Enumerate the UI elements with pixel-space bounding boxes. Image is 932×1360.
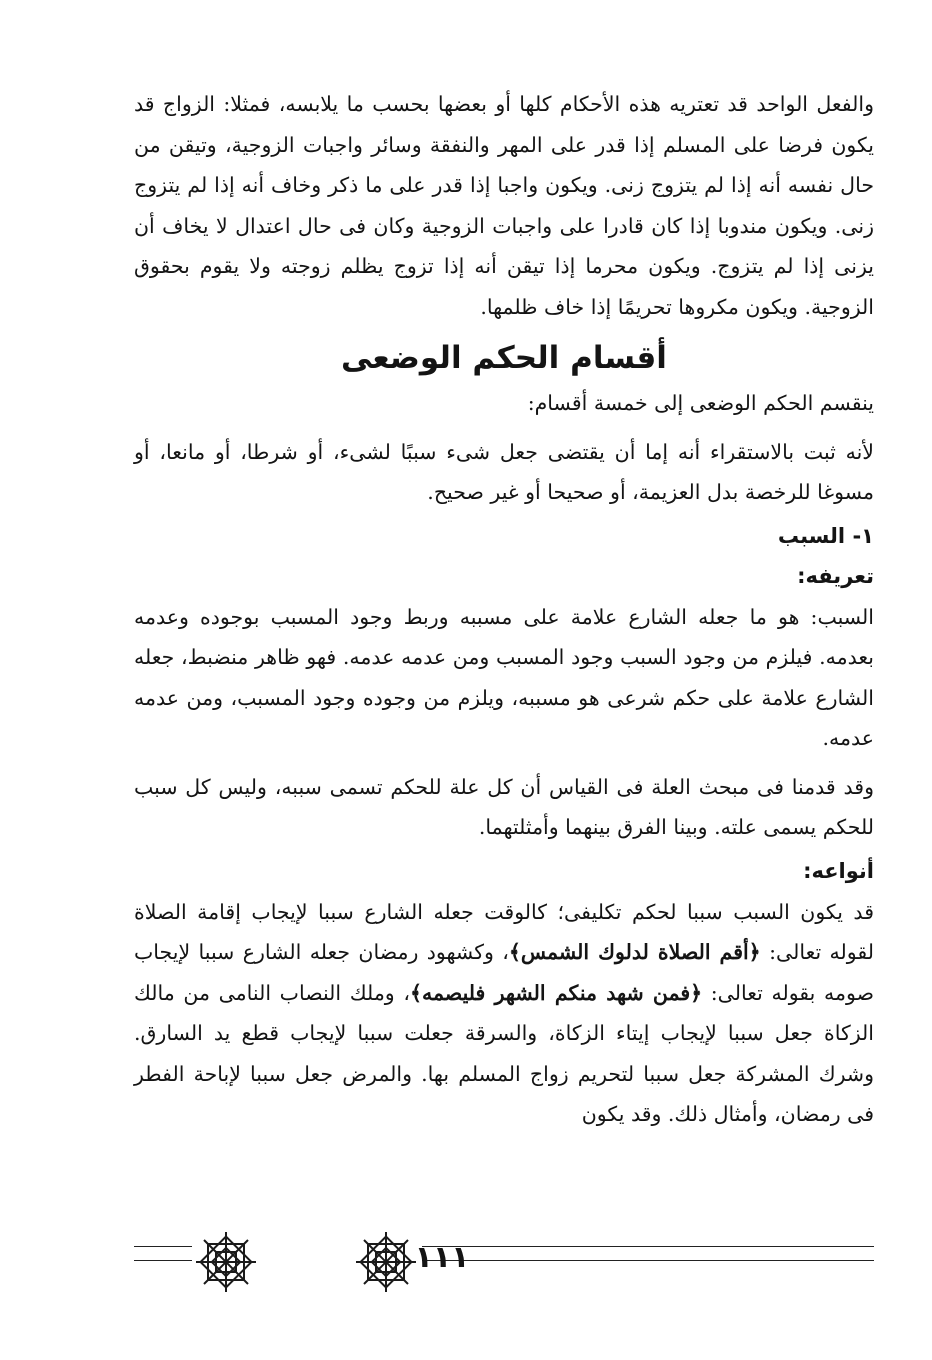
verse-1: ﴿أقم الصلاة لدلوك الشمس﴾ [508, 940, 761, 964]
octagram-knot-icon [354, 1230, 418, 1294]
definition-paragraph: السبب: هو ما جعله الشارع علامة على مسببه وربط وجود المسبب بوجوده وعدمه بعدمه. فيلزم من وجود السبب وجود المسبب ومن عدمه عدمه. فهو ظاهر منضبط، جعله الشارع علامة على حكم شرعى هو مسببه، ويلزم من وجوده وجود المسبب، ومن عدمه عدمه. [134, 604, 874, 750]
division-intro: ينقسم الحكم الوضعى إلى خمسة أقسام: [527, 391, 874, 415]
types-paragraph [134, 892, 874, 1135]
verse-2: ﴿فمن شهد منكم الشهر فليصمه﴾ [409, 980, 703, 1005]
page-footer [134, 1226, 874, 1296]
page-body [134, 84, 874, 1135]
heading-types: أنواعه: [803, 858, 874, 883]
types-text-1: قد يكون السبب سببا لحكم تكليفى؛ كالوقت جعله الشارع سببا لإيجاب إقامة الصلاة لقوله تعالى: [134, 899, 874, 964]
qiyas-paragraph: وقد قدمنا فى مبحث العلة فى القياس أن كل علة للحكم تسمى سببه، وليس كل سبب للحكم يسمى علته. وبينا الفرق بينهما وأمثلتهما. [134, 774, 874, 839]
types-text-3: ، وملك النصاب النامى من مالك الزكاة جعل سببا لإيجاب إيتاء الزكاة، والسرقة جعلت سببا لإيجاب قطع يد السارق. وشرك المشركة جعل سببا لتحريم زواج المسلم بها. والمرض جعل سببا لإباحة الفطر فى رمضان، وأمثال ذلك. وقد يكون [134, 980, 874, 1126]
footer-rule-right-bottom [422, 1260, 874, 1261]
division-text: لأنه ثبت بالاستقراء أنه إما أن يقتضى جعل شىء سببًا لشىء، أو شرطا، أو مانعا، أو مسوغا للرخصة بدل العزيمة، أو صحيحا أو غير صحيح. [134, 439, 874, 504]
footer-rule-left-bottom [134, 1260, 192, 1261]
footer-rule-left-top [134, 1246, 192, 1247]
heading-sabab: ١- السبب [777, 523, 874, 548]
page-number: ١١١ [414, 1240, 470, 1275]
heading-definition: تعريفه: [797, 563, 874, 588]
section-title: أقسام الحكم الوضعى [341, 340, 667, 376]
octagram-knot-icon [194, 1230, 258, 1294]
footer-rule-right-top [422, 1246, 874, 1247]
types-text-2: ، وكشهود رمضان جعله الشارع سببا لإيجاب صومه بقوله تعالى: [134, 940, 874, 1005]
intro-paragraph: والفعل الواحد قد تعتريه هذه الأحكام كلها أو بعضها بحسب ما يلابسه، فمثلا: الزواج قد يكون فرضا على المسلم إذا قدر على المهر والنفقة وسائر واجبات الزوجية، وتيقن من حال نفسه أنه إذا لم يتزوج زنى. ويكون واجبا إذا قدر على ما ذكر وخاف أنه إذا لم يتزوج زنى. ويكون مندوبا إذا كان قادرا على واجبات الزوجية وكان فى حال اعتدال لا يخاف أن يزنى إذا لم يتزوج. ويكون محرما إذا تيقن أنه إذا تزوج يظلم زوجته ولا يقوم بحقوق الزوجية. ويكون مكروها تحريمًا إذا خاف ظلمها. [134, 92, 874, 319]
